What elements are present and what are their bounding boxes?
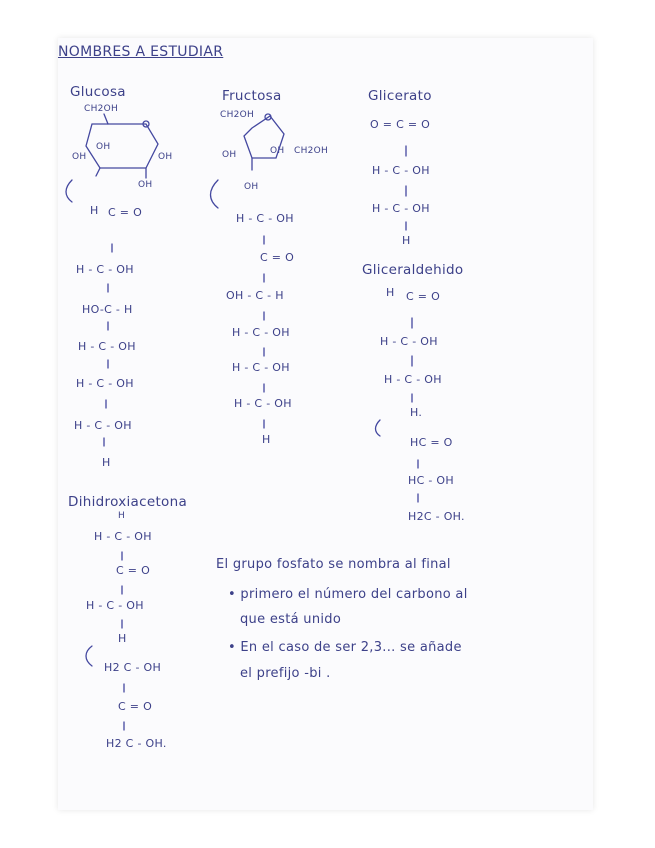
glucosa-chain-1: H - C - OH xyxy=(76,263,134,276)
dihidroxiacetona-chain-2: C = O xyxy=(116,564,151,577)
glicerato-chain-3: H xyxy=(402,234,411,247)
dihidroxiacetona-alt-3: H2 C - OH. xyxy=(106,737,167,750)
glucosa-top-h: H xyxy=(90,204,99,217)
fructosa-ring-top: CH2OH xyxy=(220,110,255,120)
gliceraldehido-alt-2: HC - OH xyxy=(408,474,454,487)
gliceraldehido-name: Gliceraldehido xyxy=(362,262,464,278)
glucosa-chain-3: H - C - OH xyxy=(78,340,136,353)
glucosa-ring-left2: OH xyxy=(96,142,111,152)
glicerato-chain-2: H - C - OH xyxy=(372,202,430,215)
glucosa-chain-2: HO-C - H xyxy=(82,303,133,316)
fructosa-chain-5: H - C - OH xyxy=(232,361,290,374)
fructosa-name: Fructosa xyxy=(222,88,282,104)
dihidroxiacetona-chain-3: H - C - OH xyxy=(86,599,144,612)
page-title: NOMBRES A ESTUDIAR xyxy=(58,44,224,60)
dihidroxiacetona-top-h: H xyxy=(118,511,126,521)
fructosa-ring-left: OH xyxy=(222,150,237,160)
gliceraldehido-carbonyl: C = O xyxy=(406,290,441,303)
fructosa-chain-1: H - C - OH xyxy=(236,212,294,225)
fructosa-ring-right: OH xyxy=(270,146,285,156)
glucosa-ring-bottom: OH xyxy=(138,180,153,190)
gliceraldehido-chain-3: H. xyxy=(410,406,423,419)
glucosa-ring xyxy=(86,124,158,168)
gliceraldehido-chain-1: H - C - OH xyxy=(380,335,438,348)
fructosa-chain-7: H xyxy=(262,433,271,446)
glucosa-ring-bond-top xyxy=(104,114,108,124)
gliceraldehido-alt-3: H2C - OH. xyxy=(408,510,465,523)
dihidroxiacetona-name: Dihidroxiacetona xyxy=(68,494,188,510)
glucosa-ring-bond-left xyxy=(96,168,100,176)
fructosa-chain-6: H - C - OH xyxy=(234,397,292,410)
glicerato-name: Glicerato xyxy=(368,88,432,104)
glucosa-ring-right: OH xyxy=(158,152,173,162)
fructosa-ring xyxy=(244,116,284,158)
fructosa-chain-2: C = O xyxy=(260,251,295,264)
fructosa-chain-3: OH - C - H xyxy=(226,289,284,302)
glucosa-name: Glucosa xyxy=(70,84,126,100)
glucosa-ring-top: CH2OH xyxy=(84,104,119,114)
gliceraldehido-top-h: H xyxy=(386,286,395,299)
note-line-2: • primero el número del carbono al xyxy=(228,587,468,602)
note-line-4: • En el caso de ser 2,3... se añade xyxy=(228,640,462,655)
glucosa-chain-5: H - C - OH xyxy=(74,419,132,432)
glucosa-chain-6: H xyxy=(102,456,111,469)
glucosa-arrow xyxy=(66,180,72,202)
note-line-1: El grupo fosfato se nombra al final xyxy=(216,557,451,572)
gliceraldehido-alt-1: HC = O xyxy=(410,436,453,449)
glicerato-top: O = C = O xyxy=(370,118,431,131)
fructosa-chain-4: H - C - OH xyxy=(232,326,290,339)
glicerato-chain-1: H - C - OH xyxy=(372,164,430,177)
dihidroxiacetona-chain-1: H - C - OH xyxy=(94,530,152,543)
dihidroxiacetona-alt-1: H2 C - OH xyxy=(104,661,162,674)
dihidroxiacetona-arrow xyxy=(86,646,92,666)
fructosa-ring-right2: CH2OH xyxy=(294,146,329,156)
fructosa-arrow xyxy=(211,180,219,208)
gliceraldehido-chain-2: H - C - OH xyxy=(384,373,442,386)
note-line-5: el prefijo -bi . xyxy=(240,666,331,681)
glucosa-chain-4: H - C - OH xyxy=(76,377,134,390)
glucosa-ring-left: OH xyxy=(72,152,87,162)
dihidroxiacetona-chain-4: H xyxy=(118,632,127,645)
fructosa-ring-bottom: OH xyxy=(244,182,259,192)
glucosa-carbonyl: C = O xyxy=(108,206,143,219)
dihidroxiacetona-alt-2: C = O xyxy=(118,700,153,713)
note-line-3: que está unido xyxy=(240,612,342,627)
gliceraldehido-arrow xyxy=(376,420,381,436)
